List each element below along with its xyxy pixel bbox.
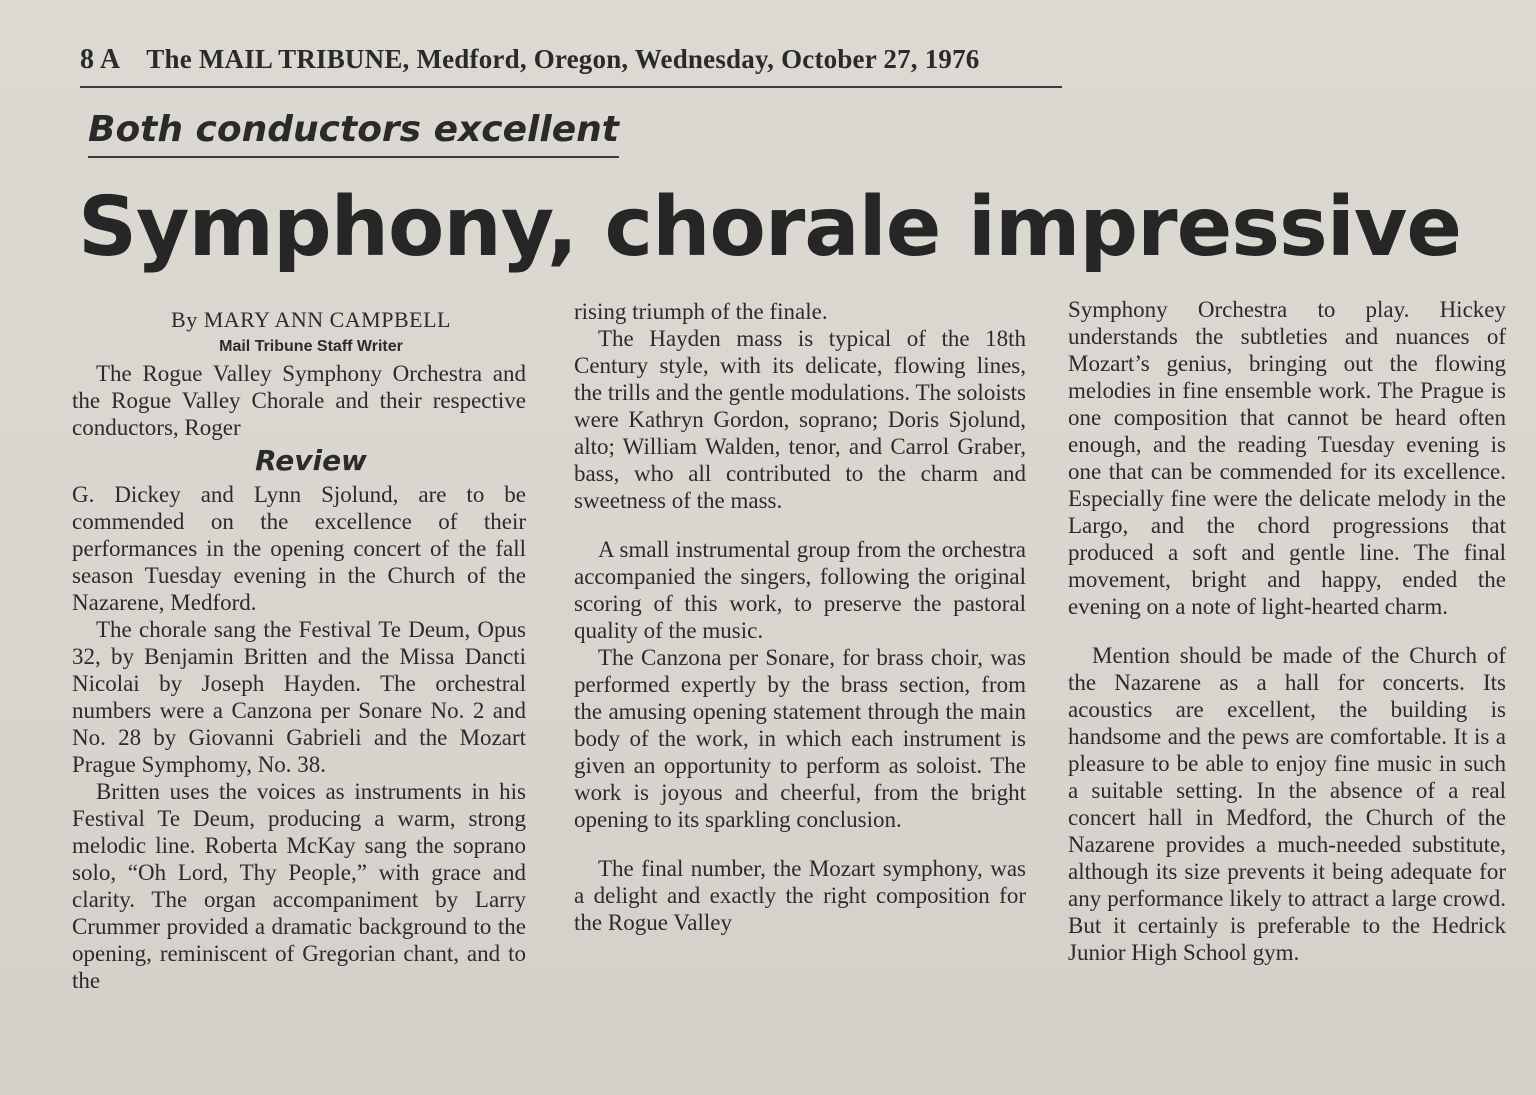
- page-folio: [80, 44, 1062, 88]
- folio-line: The MAIL TRIBUNE, Medford, Oregon, Wednesday, October 27, 1976: [146, 44, 980, 74]
- paragraph: Britten uses the voices as instruments in his Festival Te Deum, producing a warm, strong melodic line. Roberta McKay sang the soprano solo, “Oh Lord, Thy People,” with grace and clarity. The organ accompaniment by Larry Crummer provided a dramatic background to the opening, reminiscent of Gregorian chant, and to the: [72, 779, 526, 993]
- byline: By MARY ANN CAMPBELL: [171, 307, 451, 332]
- paragraph: rising triumph of the finale.: [574, 299, 828, 324]
- paragraph: The chorale sang the Festival Te Deum, Opus 32, by Benjamin Britten and the Missa Dancti Nicolai by Joseph Hayden. The orchestral numbers were a Canzona per Sonare No. 2 and No. 28 by Giovanni Gabrieli and the Mozart Prague Symphomy, No. 38.: [72, 617, 526, 777]
- paragraph: Symphony Orchestra to play. Hickey understands the subtleties and nuances of Mozart’s genius, bringing out the flowing melodies in fine ensemble work. The Prague is one composition that cannot be heard often enough, and the reading Tuesday evening is one that can be commended for its excellence. Especially fine were the delicate melody in the Largo, and the chord progressions that produced a soft and gentle line. The final movement, bright and happy, ended the evening on a note of light-hearted charm.: [1068, 297, 1506, 619]
- article-column-2: [574, 298, 1026, 936]
- paragraph: The final number, the Mozart symphony, was a delight and exactly the right composition for the Rogue Valley: [574, 856, 1026, 935]
- paragraph: Mention should be made of the Church of the Nazarene as a hall for concerts. Its acoustics are excellent, the building is handsome and the pews are comfortable. It is a pleasure to be able to enjoy fine music in such a suitable setting. In the absence of a real concert hall in Medford, the Church of the Nazarene provides a much-needed substitute, although its size prevents it being adequate for any performance likely to attract a large crowd. But it certainly is preferable to the Hedrick Junior High School gym.: [1068, 643, 1506, 965]
- main-headline: Symphony, chorale impressive: [78, 180, 1461, 275]
- paragraph: G. Dickey and Lynn Sjolund, are to be commended on the excellence of their performances in the opening concert of the fall season Tuesday evening in the Church of the Nazarene, Medford.: [72, 482, 526, 615]
- article-column-1: [72, 306, 526, 994]
- paragraph: A small instrumental group from the orchestra accompanied the singers, following the original scoring of this work, to preserve the pastoral quality of the music.: [574, 537, 1026, 643]
- review-label: Review: [255, 444, 367, 477]
- paragraph: The Canzona per Sonare, for brass choir, was performed expertly by the brass section, from the amusing opening statement through the main body of the work, in which each instrument is given an opportunity to perform as soloist. The work is joyous and cheerful, from the bright opening to its sparkling conclusion.: [574, 645, 1026, 832]
- staff-writer-label: Mail Tribune Staff Writer: [219, 338, 403, 355]
- paragraph: The Hayden mass is typical of the 18th Century style, with its delicate, flowing lines, the trills and the gentle modulations. The soloists were Kathryn Gordon, soprano; Doris Sjolund, alto; William Walden, tenor, and Carrol Graber, bass, who all contributed to the charm and sweetness of the mass.: [574, 326, 1026, 513]
- page-number: 8 A: [80, 44, 121, 75]
- kicker-headline: Both conductors excellent: [88, 108, 619, 158]
- paragraph: The Rogue Valley Symphony Orchestra and the Rogue Valley Chorale and their respective conductors, Roger: [72, 361, 526, 440]
- article-column-3: [1068, 296, 1506, 966]
